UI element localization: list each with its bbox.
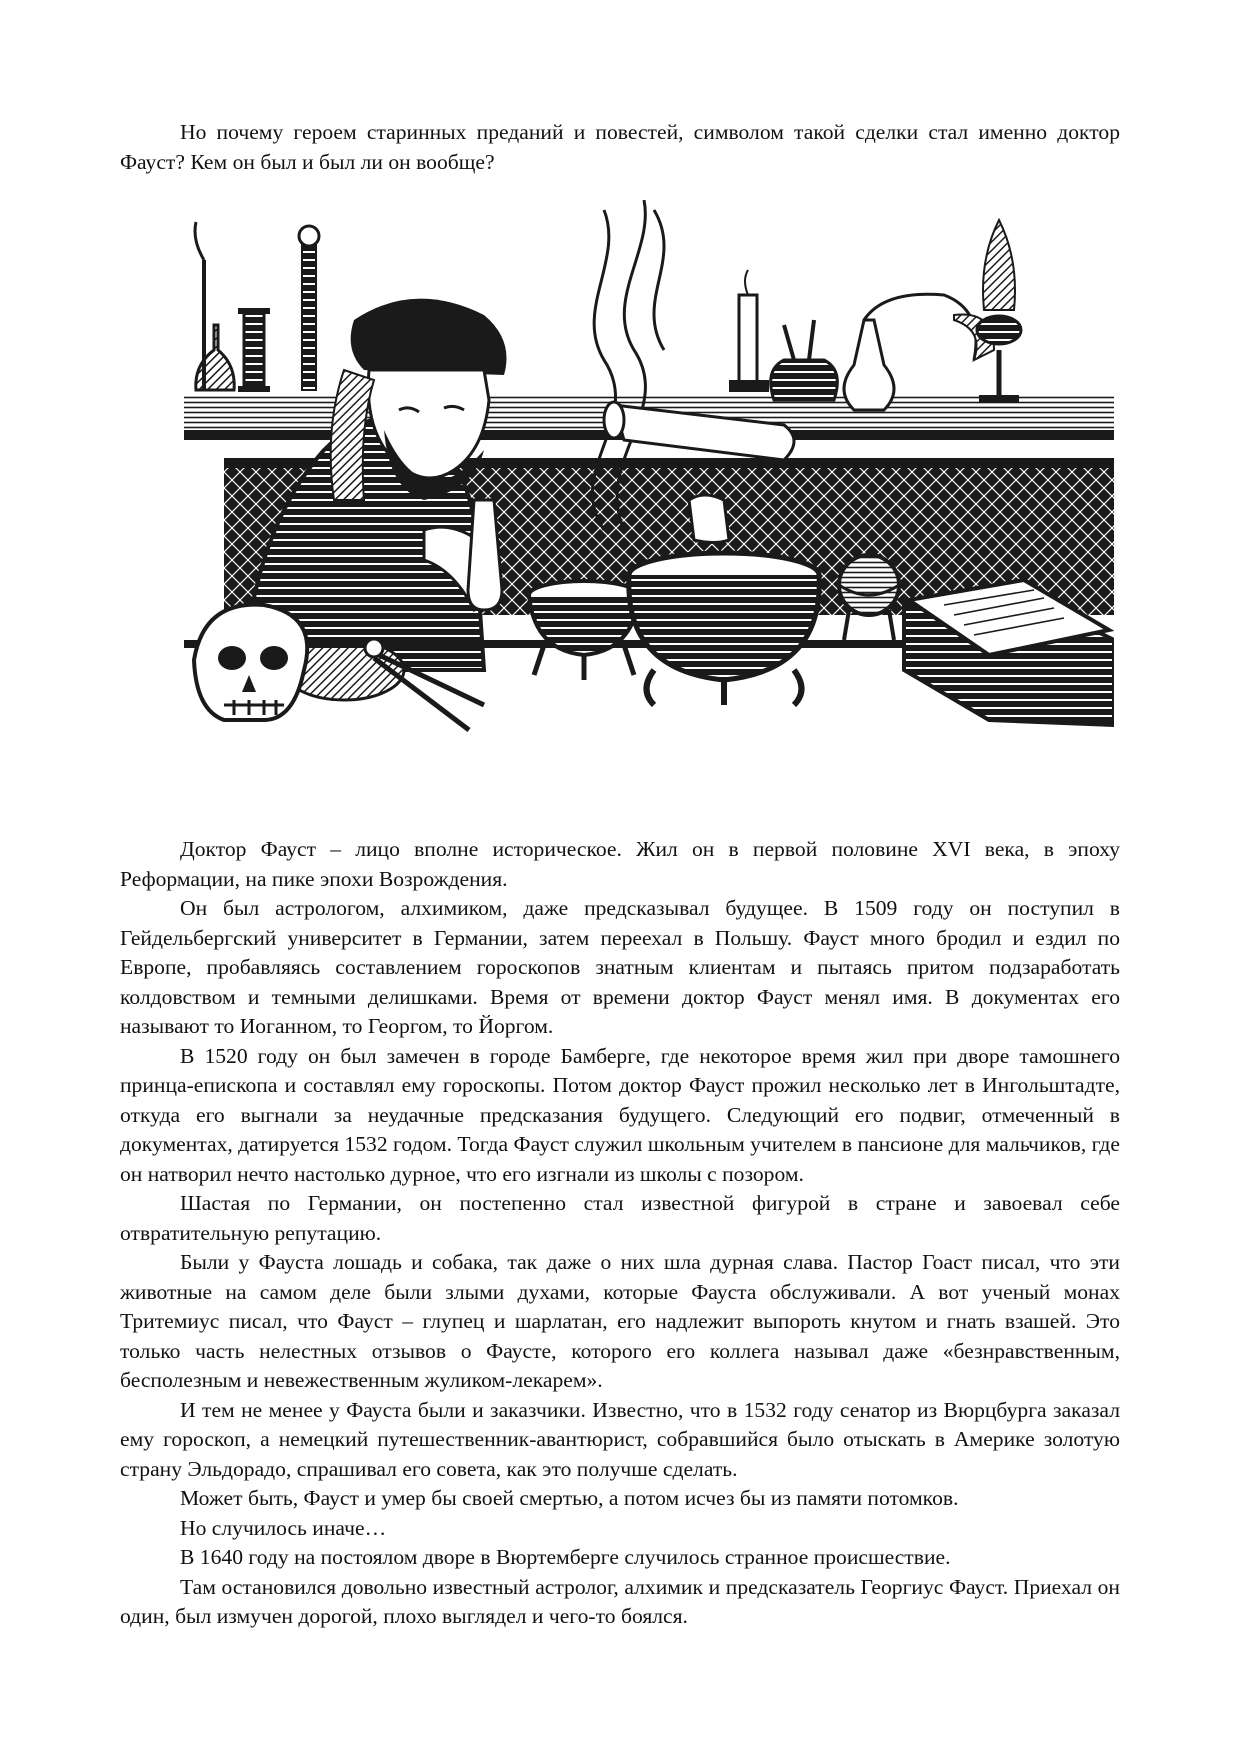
paragraph-5: Были у Фауста лошадь и собака, так даже о них шла дурная слава. Пастор Гоаст писал, что эти животные на самом деле были злыми духами, которые Фауста обслуживали. А вот ученый монах Тритемиус писал, что Фауст – глупец и шарлатан, его надлежит выпороть кнутом и гнать взашей. Это только часть нелестных отзывов о Фаусте, которого его коллега называл даже «безнравственным, бесполезным и невежественным жуликом-лекарем». [120, 1250, 1120, 1392]
globe [839, 555, 899, 640]
paragraph-3: В 1520 году он был замечен в городе Бамберге, где некоторое время жил при дворе тамошнего принца-епископа и составлял ему гороскопы. Потом доктор Фауст прожил несколько лет в Ингольштадте, откуда его выгнали за неудачные предсказания будущего. Следующий его подвиг, отмеченный в документах, датируется 1532 годом. Тогда Фауст служил школьным учителем в пансионе для мальчиков, где он натворил нечто настолько дурное, что его изгнали из школы с позором. [120, 1043, 1120, 1186]
shelf-bottles-left [195, 222, 319, 392]
paragraph-9: В 1640 году на постоялом дворе в Вюртемберге случилось странное происшествие. [180, 1545, 951, 1569]
paragraph-8: Но случилось иначе… [180, 1515, 387, 1540]
paragraph-2: Он был астрологом, алхимиком, даже предсказывал будущее. В 1509 году он поступил в Гейдельбергский университет в Германии, затем переехал в Польшу. Фауст много бродил и ездил по Европе, пробавляясь составлением гороскопов знатным клиентам и пытаясь притом подзаработать колдовством и темными делишками. Время от времени доктор Фауст менял имя. В документах его называют то Иоганном, то Георгом, то Йоргом. [120, 896, 1120, 1038]
skull [194, 605, 307, 720]
faust-woodcut-illustration [184, 200, 1114, 800]
paragraph-1: Доктор Фауст – лицо вполне историческое. Жил он в первой половине XVI века, в эпоху Реформации, на пике эпохи Возрождения. [120, 837, 1120, 891]
paragraph-7: Может быть, Фауст и умер бы своей смертью, а потом исчез бы из памяти потомков. [180, 1486, 959, 1510]
paragraph-10: Там остановился довольно известный астролог, алхимик и предсказатель Георгиус Фауст. Приехал он один, был измучен дорогой, плохо выглядел и чего-то боялся. [120, 1574, 1120, 1628]
small-crucible [529, 581, 639, 680]
paragraph-4: Шастая по Германии, он постепенно стал известной фигурой в стране и завоевал себе отвратительную репутацию. [120, 1191, 1120, 1245]
paragraph-6: И тем не менее у Фауста были и заказчики. Известно, что в 1532 году сенатор из Вюрцбурга заказал ему гороскоп, а немецкий путешественник-авантюрист, собравшийся было отыскать в Америке золотую страну Эльдорадо, спрашивал его совета, как это получше сделать. [120, 1397, 1120, 1481]
alchemist-lab-drawing [184, 200, 1114, 800]
intro-text [120, 118, 1120, 177]
intro-paragraph: Но почему героем старинных преданий и повестей, символом такой сделки стал именно доктор Фауст? Кем он был и был ли он вообще? [120, 120, 1120, 174]
shelf-bottles-right [729, 220, 1021, 410]
body-text [120, 835, 1120, 1632]
